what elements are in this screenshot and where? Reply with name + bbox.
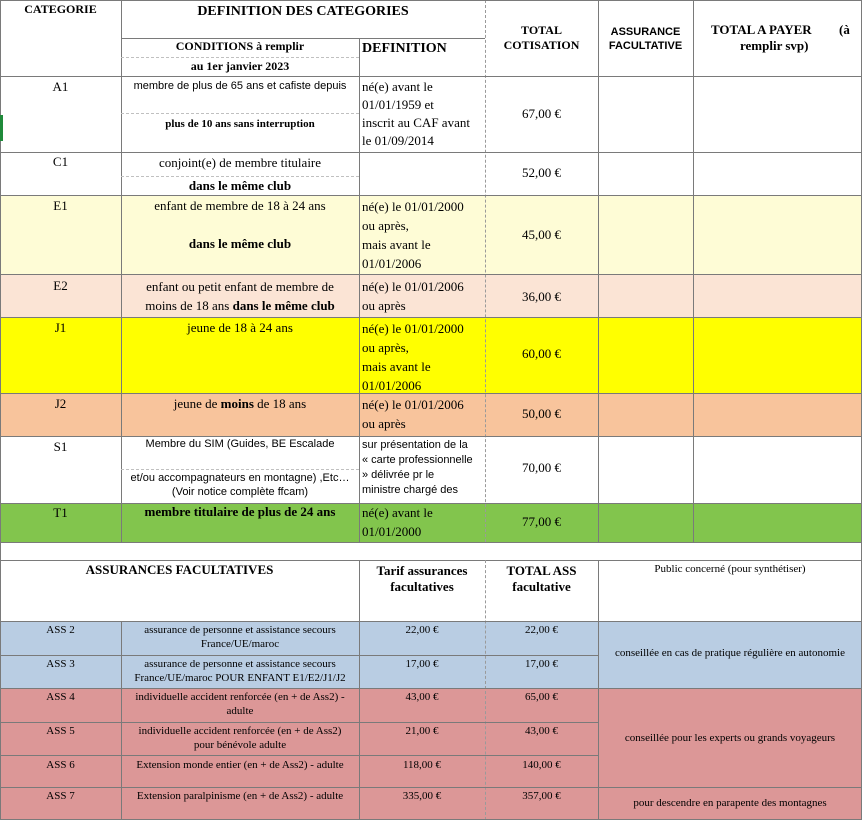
assurances-public-header: Public concerné (pour synthétiser) (654, 563, 806, 575)
header-assurance-facultative: ASSURANCE FACULTATIVE (608, 26, 683, 52)
assurance-ass4-desc: individuelle accident renforcée (en + de Ass2) - adulte (135, 691, 345, 717)
category-t1-total: 77,00 € (522, 514, 561, 529)
assurance-ass7-desc: Extension paralpinisme (en + de Ass2) - adulte (136, 790, 344, 802)
assurance-ass3-total: 17,00 € (525, 658, 558, 670)
category-code-t1: T1 (53, 505, 68, 520)
assurance-ass6-total: 140,00 € (522, 759, 561, 771)
header-conditions: CONDITIONS à remplir (175, 39, 305, 53)
category-code-j1: J1 (54, 320, 67, 335)
category-a1-condition-2: plus de 10 ans sans interruption (165, 118, 315, 130)
header-definition: DEFINITION (362, 41, 447, 56)
header-categorie: CATEGORIE (24, 2, 97, 16)
category-s1-total: 70,00 € (522, 460, 561, 475)
category-j2-conditions: jeune de moins de 18 ans (173, 396, 307, 411)
category-code-s1: S1 (53, 439, 68, 454)
category-code-e1: E1 (53, 198, 68, 213)
assurance-ass7-tarif: 335,00 € (402, 790, 442, 802)
assurance-code-ass3: ASS 3 (46, 658, 75, 670)
category-e1-condition-2: dans le même club (188, 236, 292, 251)
category-s1-condition-2: et/ou accompagnateurs en montagne) ,Etc… (Voir notice complète ffcam) (130, 472, 350, 498)
assurance-code-ass4: ASS 4 (46, 691, 75, 703)
assurance-code-ass6: ASS 6 (46, 759, 75, 771)
category-e1-total: 45,00 € (522, 227, 561, 242)
assurance-ass6-desc: Extension monde entier (en + de Ass2) - adulte (136, 759, 344, 771)
assurance-ass2-total: 22,00 € (525, 624, 558, 636)
public-autonomie: conseillée en cas de pratique régulière en autonomie (615, 647, 845, 659)
category-e2-total: 36,00 € (522, 289, 561, 304)
category-code-c1: C1 (52, 154, 69, 169)
header-definition-title: DEFINITION DES CATEGORIES (197, 4, 409, 19)
assurance-ass4-total: 65,00 € (525, 691, 558, 703)
assurance-ass6-tarif: 118,00 € (402, 759, 442, 771)
category-c1-condition-2: dans le même club (188, 178, 292, 193)
category-a1-total: 67,00 € (522, 106, 561, 121)
assurance-ass3-tarif: 17,00 € (405, 658, 439, 670)
public-experts: conseillée pour les experts ou grands voyageurs (624, 732, 836, 744)
assurance-ass4-tarif: 43,00 € (405, 691, 439, 703)
assurance-ass5-tarif: 21,00 € (405, 725, 439, 737)
assurances-total-header: TOTAL ASS facultative (506, 563, 577, 594)
header-total-cotisation: TOTAL COTISATION (503, 23, 580, 52)
category-c1-total: 52,00 € (522, 165, 561, 180)
category-j2-definition: né(e) le 01/01/2006 ou après (362, 397, 464, 431)
category-e2-definition: né(e) le 01/01/2006 ou après (362, 279, 464, 313)
assurance-code-ass2: ASS 2 (46, 624, 75, 636)
assurance-ass2-tarif: 22,00 € (405, 624, 439, 636)
category-e1-definition: né(e) le 01/01/2000 ou après, mais avant le 01/01/2006 (362, 199, 464, 271)
public-parapente: pour descendre en parapente des montagnes (633, 797, 827, 809)
category-code-j2: J2 (54, 396, 67, 411)
assurance-code-ass5: ASS 5 (46, 725, 75, 737)
category-j2-total: 50,00 € (522, 406, 561, 421)
assurance-ass5-desc: individuelle accident renforcée (en + de Ass2) pour bénévole adulte (138, 725, 342, 751)
assurance-code-ass7: ASS 7 (46, 790, 75, 802)
edge-marker (0, 115, 3, 141)
category-s1-condition-1: Membre du SIM (Guides, BE Escalade (145, 438, 335, 450)
category-code-a1: A1 (52, 79, 69, 94)
assurance-ass7-total: 357,00 € (522, 790, 561, 802)
header-au-date: au 1er janvier 2023 (190, 59, 290, 73)
assurance-ass2-desc: assurance de personne et assistance secours France/UE/maroc (144, 624, 336, 650)
assurances-tarif-header: Tarif assurances facultatives (376, 563, 468, 594)
category-a1-condition-1: membre de plus de 65 ans et cafiste depuis (133, 80, 347, 92)
category-j1-definition: né(e) le 01/01/2000 ou après, mais avant le 01/01/2006 (362, 321, 464, 393)
category-t1-definition: né(e) avant le 01/01/2000 (362, 505, 433, 539)
assurance-ass5-total: 43,00 € (525, 725, 558, 737)
category-j1-total: 60,00 € (522, 346, 561, 361)
header-total-a-payer: TOTAL A PAYER (à remplir svp) (711, 22, 850, 53)
category-c1-condition-1: conjoint(e) de membre titulaire (158, 155, 322, 170)
category-e2-conditions: enfant ou petit enfant de membre de moins de 18 ans dans le même club (145, 279, 335, 313)
category-s1-definition: sur présentation de la « carte professionnelle » délivrée pr le ministre chargé des (362, 439, 473, 496)
category-code-e2: E2 (53, 278, 68, 293)
category-j1-condition-1: jeune de 18 à 24 ans (187, 320, 293, 335)
category-a1-definition: né(e) avant le 01/01/1959 et inscrit au CAF avant le 01/09/2014 (362, 79, 470, 148)
category-t1-conditions: membre titulaire de plus de 24 ans (144, 504, 336, 519)
assurances-title: ASSURANCES FACULTATIVES (85, 562, 274, 577)
assurance-ass3-desc: assurance de personne et assistance secours France/UE/maroc POUR ENFANT E1/E2/J1/J2 (134, 658, 346, 684)
category-e1-condition-1: enfant de membre de 18 à 24 ans (154, 198, 326, 213)
